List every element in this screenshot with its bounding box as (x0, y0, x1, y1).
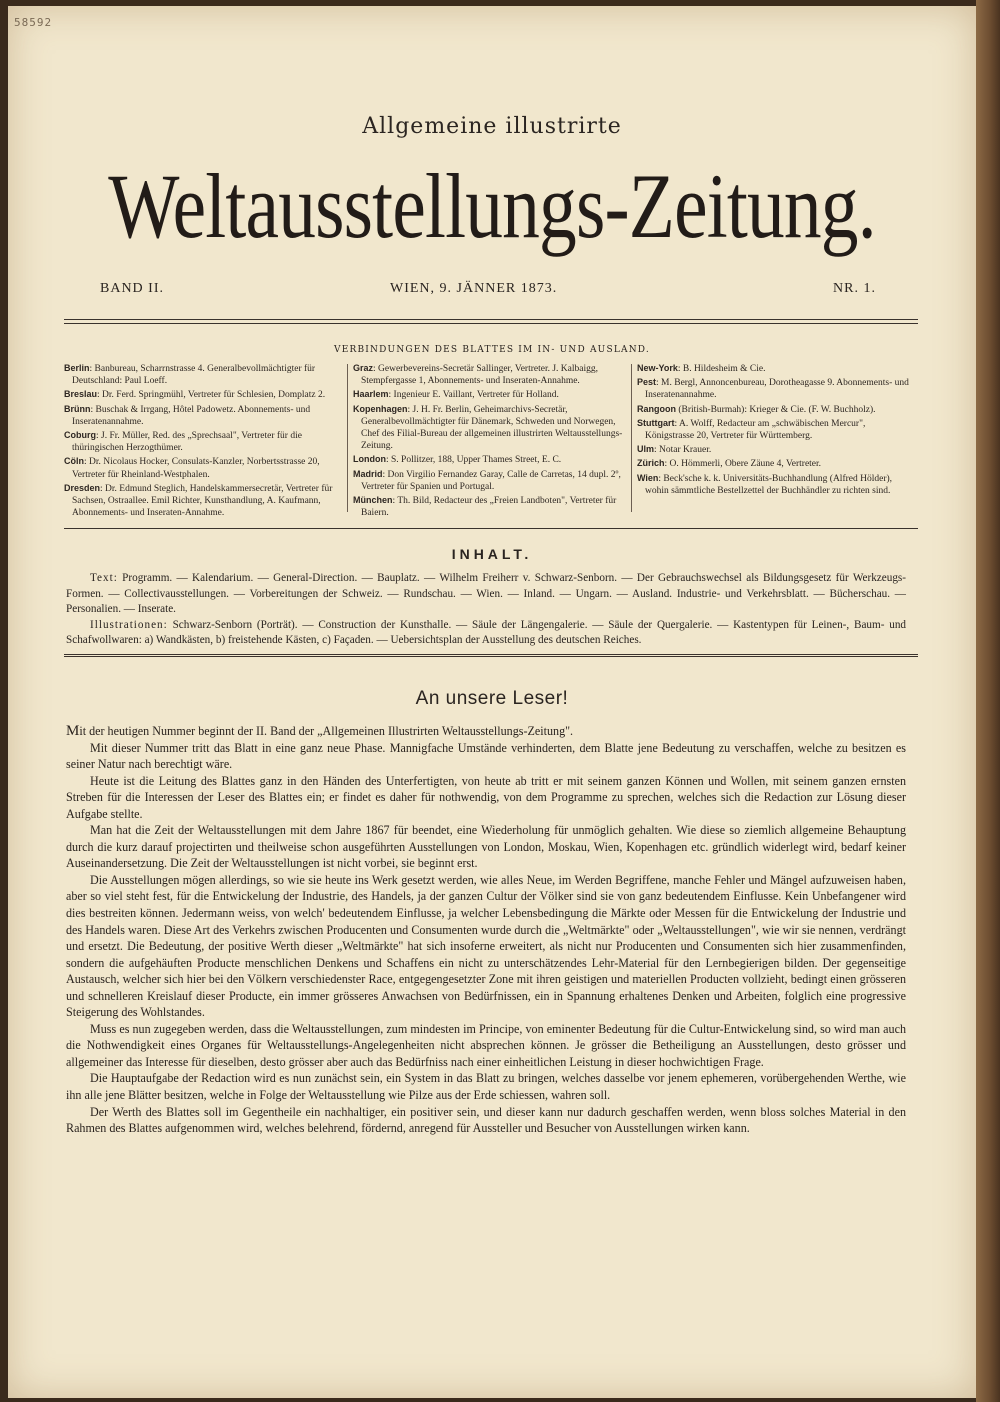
connection-details: : Don Virgilio Fernandez Garay, Calle de Carretas, 14 dupl. 2º, Vertreter für Spanien und Portugal. (361, 469, 621, 492)
connection-entry (637, 376, 913, 401)
connection-city: New-York (637, 363, 678, 373)
connection-entry (64, 482, 340, 520)
connection-entry (64, 455, 340, 480)
connection-entry (637, 443, 913, 456)
connection-city: Cöln (64, 456, 84, 467)
connection-details: : Dr. Edmund Steglich, Handelskammersecretär, Vertreter für Sachsen, Ostraallee. Emil Richter, Kunsthandlung, A. Kaufmann, Abonnements- und Inseraten-Annahme. (72, 483, 333, 519)
connection-details: : A. Wolff, Redacteur am „schwäbischen Mercur", Königstrasse 20, Vertreter für Württemberg. (645, 418, 866, 442)
connection-details: : Banbureau, Scharrnstrasse 4. Generalbevollmächtigter für Deutschland: Paul Loeff. (72, 364, 316, 387)
paragraph-text: Mit dieser Nummer tritt das Blatt in eine ganz neue Phase. Mannigfache Umstände verhinderten, dem Blatte jene Bedeutung zu verschaffen, welche zu besitzen es seiner Natur nach berechtigt wäre. (66, 740, 906, 772)
connection-details: (British-Burmah): Krieger & Cie. (F. W. Buchholz). (676, 404, 876, 415)
newspaper-page (8, 6, 976, 1398)
connection-details: : O. Hömmerli, Obere Zäune 4, Vertreter. (664, 459, 822, 470)
article-paragraph (66, 740, 906, 773)
connection-details: : S. Pollitzer, 188, Upper Thames Street, E. C. (386, 455, 562, 466)
connection-entry (637, 472, 913, 497)
connection-entry (64, 362, 340, 387)
connection-details: : J. H. Fr. Berlin, Geheimarchivs-Secretär, Generalbevollmächtigter für Dänemark, Schweden und Norwegen, Chef des Filial-Bureau der allgemeinen illustrirten Weltausstellungs-Zeitung. (361, 404, 623, 452)
connection-entry (353, 468, 625, 493)
connection-city: Stuttgart (637, 417, 675, 428)
connection-entry (637, 457, 913, 470)
contents-text-line (66, 571, 906, 618)
paragraph-text: Die Hauptaufgabe der Redaction wird es nun zunächst sein, ein System in das Blatt zu bringen, welches dasselbe vor jenem ephemeren, vorübergehenden Werthe, wie ihn alle jene Blätter besitzen, welche in Folge der Weltausstellung wie Pilze aus der Erde schiessen, wahren soll. (66, 1071, 906, 1103)
article-paragraph (66, 1021, 906, 1071)
masthead-rule-top (64, 319, 918, 320)
masthead-subtitle: Allgemeine illustrirte (362, 114, 622, 139)
connection-entry (637, 362, 913, 375)
archive-number: 58592 (14, 16, 53, 29)
connection-city: Ulm (637, 444, 655, 455)
article-paragraph (66, 822, 906, 872)
connection-details: : Ingenieur E. Vaillant, Vertreter für Holland. (388, 390, 559, 401)
paragraph-text: Man hat die Zeit der Weltausstellungen mit dem Jahre 1867 für beendet, eine Wiederholung für unmöglich gehalten. Wie diese so ziemlich allgemeine Behauptung durch die kurz darauf projectirten und theilweise schon ausgeführten Ausstellungen von London, Moskau, Wien, Kopenhagen etc. gründlich widerlegt wird, bedarf keiner Auseinandersetzung. Die Zeit der Weltausstellungen ist nicht vorbei, sie beginnt erst. (66, 823, 906, 871)
connection-city: Dresden (64, 482, 101, 493)
connections-column-2 (353, 362, 625, 520)
connection-entry (637, 417, 913, 442)
band-label: BAND II. (100, 281, 164, 296)
connection-city: Madrid (353, 468, 383, 479)
book-spine (976, 0, 1000, 1402)
connection-entry (353, 388, 625, 401)
connection-entry (64, 403, 340, 428)
contents-text-label: Text: (90, 572, 118, 584)
connections-heading: VERBINDUNGEN DES BLATTES IM IN- UND AUSLAND. (334, 345, 650, 355)
connection-city: Berlin (64, 363, 90, 373)
connection-details: : Dr. Ferd. Springmühl, Vertreter für Schlesien, Domplatz 2. (97, 390, 326, 401)
connections-column-1 (64, 362, 340, 520)
connection-details: : Dr. Nicolaus Hocker, Consulats-Kanzler, Norbertsstrasse 20, Vertreter für Rheinland-Westphalen. (72, 457, 320, 480)
connection-city: Haarlem (353, 389, 389, 400)
contents-title: INHALT. (451, 546, 533, 562)
paragraph-text: it der heutigen Nummer beginnt der II. Band der „Allgemeinen Illustrirten Weltausstellungs-Zeitung". (79, 724, 574, 738)
article-headline: An unsere Leser! (415, 688, 569, 709)
contents-text: Programm. — Kalendarium. — General-Direction. — Bauplatz. — Wilhelm Freiherr v. Schwarz-Senborn. — Der Gebrauchswechsel als Bildungsgesetz für Werkzeugs-Formen. — Collectivausstellungen. — Vorbereitungen der Schweiz. — Rundschau. — Wien. — Inland. — Ungarn. — Ausland. Industrie- und Verkehrsblatt. — Bücherschau. — Personalien. — Inserate. (66, 572, 907, 616)
connection-entry (637, 403, 913, 416)
connection-city: Zürich (637, 458, 665, 469)
issue-info-row (100, 281, 876, 303)
connection-city: Breslau (64, 389, 98, 400)
connection-city: Graz (353, 363, 374, 373)
article-paragraph (66, 723, 906, 740)
connection-city: München (353, 495, 393, 506)
connection-city: Coburg (64, 430, 96, 441)
connection-entry (353, 494, 625, 519)
connection-city: Brünn (64, 403, 91, 414)
connections-column-3 (637, 362, 913, 498)
paragraph-text: Die Ausstellungen mögen allerdings, so wie sie heute ins Werk gesetzt werden, wie alles Neue, im Werden Begriffene, manche Fehler und Mängel aufzuweisen haben, aber so viel steht fest, für die Entwickelung der Industrie, des Handels, ja der ganzen Cultur der Völker sind sie von ganz bedeutendem Einflusse. Kein Unbefangener wird dies bestreiten können. Jedermann weiss, von welch' bedeutendem Einflusse, ja welcher Lebensbedingung die Märkte oder Messen für die Entwickelung der Industrie und des Handels waren. Diese Art des Verkehrs zwischen Producenten und Consumenten wurde durch die „Weltmärkte" oder „Weltausstellungen", wie wir sie nennen, verdrängt und ersetzt. Die Bedeutung, der positive Werth dieser „Weltmärkte" hat sich insoferne erweitert, als nicht nur Producenten und Consumenten sich hier zusammenfinden, sondern die aufgehäuften Producte menschlichen Denkens und Schaffens ein nicht zu unterschätzendes Lehr-Material für den Lernbegierigen bilden. Der gegenseitige Austausch, welcher sich hier bei den Völkern verschiedenster Race, entgegengesetzter Zone mit ihren geistigen und materiellen Producten vollzieht, bedingt einen grösseren und schnelleren Kreislauf dieser Producte, ein immer grösseres Anwachsen von Bedürfnissen, ein in Spannung erhaltenes Denken und Arbeiten, folglich eine progressive Steigerung des Wohlstandes. (66, 872, 906, 1020)
drop-cap: M (66, 723, 80, 739)
connection-city: London (353, 454, 386, 465)
article-body (66, 723, 906, 1137)
paragraph-text: Der Werth des Blattes soll im Gegentheile ein nachhaltiger, ein positiver sein, und dieser kann nur dadurch geschaffen werden, wenn bloss solches Material in den Rahmen des Blattes aufgenommen wird, welches belehrend, fördernd, anregend für Aussteller und Besucher von Ausstellungen wirken kann. (66, 1104, 906, 1136)
issue-date: WIEN, 9. JÄNNER 1873. (390, 281, 558, 296)
contents-illustrations-label: Illustrationen: (90, 618, 168, 631)
connections-rule (64, 528, 918, 529)
connection-city: Pest (637, 377, 657, 388)
article-paragraph (66, 872, 906, 1021)
column-divider (347, 364, 348, 512)
connection-details: : B. Hildesheim & Cie. (677, 364, 766, 374)
connection-city: Rangoon (637, 403, 676, 414)
column-divider (631, 364, 632, 512)
masthead-rule-bottom (64, 323, 918, 324)
article-paragraph (66, 1070, 906, 1103)
connection-city: Kopenhagen (353, 403, 408, 414)
connection-details: : Gewerbevereins-Secretär Sallinger, Vertreter. J. Kalbaigg, Stempfergasse 1, Abonnements- und Inseraten-Annahme. (361, 364, 598, 387)
connection-entry (353, 403, 625, 453)
connection-details: : Notar Krauer. (654, 445, 712, 456)
connection-details: : J. Fr. Müller, Red. des „Sprechsaal", Vertreter für die thüringischen Herzogthümer. (72, 431, 302, 454)
connection-details: : M. Bergl, Annoncenbureau, Dorotheagasse 9. Abonnements- und Inseratenannahme. (645, 378, 909, 401)
contents-block (66, 571, 906, 649)
issue-number: NR. 1. (833, 281, 876, 296)
paragraph-text: Heute ist die Leitung des Blattes ganz in den Händen des Unterfertigten, von heute ab tritt er mit seinem ganzen Können und Wollen, mit seinem ganzen ernsten Streben für die Interessen der Leser des Blattes ein; er findet es daher für nothwendig, von dem Programme zu sprechen, welches sich die Redaction zur Lösung dieser Aufgabe stellte. (66, 773, 906, 821)
connection-entry (353, 362, 625, 387)
connection-details: : Buschak & Irrgang, Hôtel Padowetz. Abonnements- und Inseratenannahme. (72, 404, 311, 427)
contents-illustrations: Schwarz-Senborn (Porträt). — Construction der Kunsthalle. — Säule der Längengalerie. — Säule der Quergalerie. — Kastentypen für Leinen-, Baum- und Schafwollwaren: a) Wandkästen, b) freistehende Kästen, c) Façaden. — Uebersichtsplan der Ausstellung des deutschen Reiches. (66, 618, 907, 647)
connection-entry (64, 388, 340, 401)
masthead-title: Weltausstellungs-Zeitung. (108, 155, 876, 257)
connection-entry (353, 453, 625, 466)
connection-entry (64, 429, 340, 454)
article-paragraph (66, 773, 906, 823)
paragraph-text: Muss es nun zugegeben werden, dass die Weltausstellungen, zum mindesten im Principe, von eminenter Bedeutung für die Cultur-Entwickelung sind, so wird man auch die Nothwendigkeit eines Organes für Weltausstellungs-Angelegenheiten nicht absprechen können. Je grösser die Betheiligung an Ausstellungen, desto grösser und allgemeiner das Interesse für dieselben, desto grösser aber auch das Bedürfniss nach einer einheitlichen Leistung in dieser hochwichtigen Frage. (66, 1021, 906, 1069)
contents-illustrations-line (66, 618, 906, 649)
connection-details: : Th. Bild, Redacteur des „Freien Landboten", Vertreter für Baiern. (361, 496, 617, 519)
connection-city: Wien (637, 472, 659, 483)
connection-details: : Beck'sche k. k. Universitäts-Buchhandlung (Alfred Hölder), wohin sämmtliche Bestellzettel der Buchhändler zu richten sind. (645, 473, 893, 496)
article-paragraph (66, 1104, 906, 1137)
contents-rule (64, 654, 918, 657)
